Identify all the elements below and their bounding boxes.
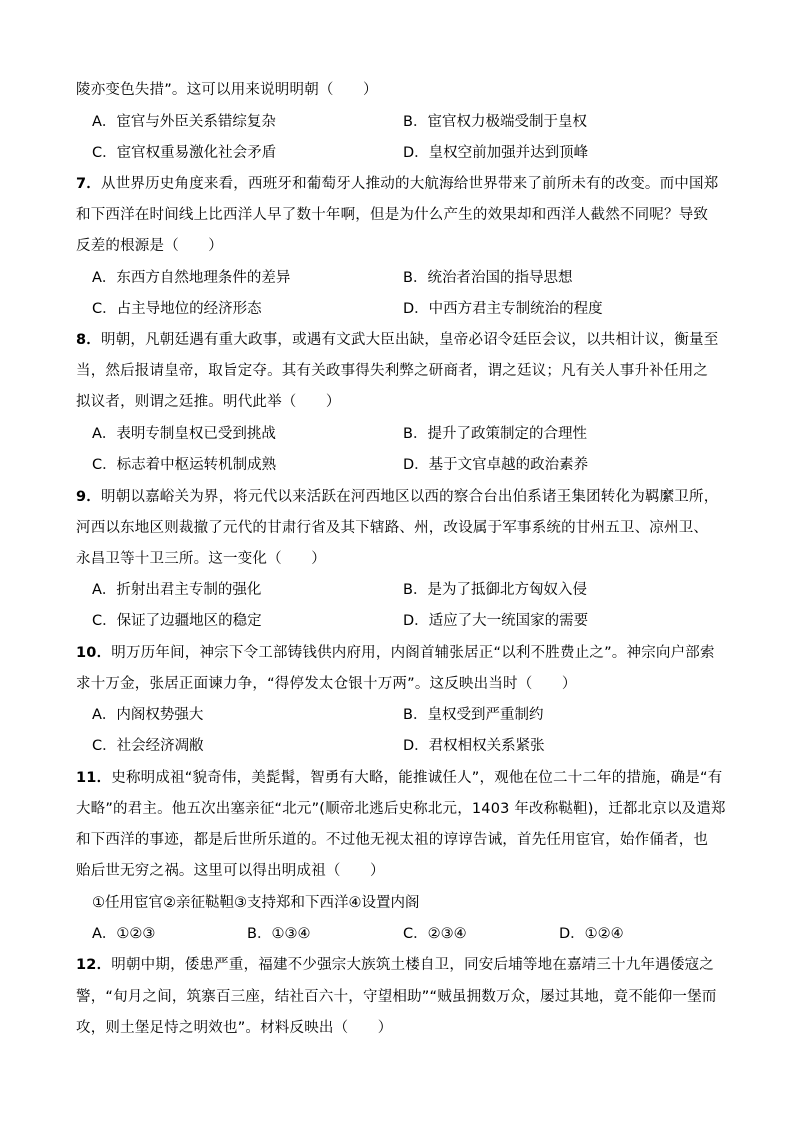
q8-number: 8． [76,332,101,348]
q7-number: 7． [76,176,101,192]
q8-option-a: A．表明专制皇权已受到挑战 [92,426,276,442]
q7-option-d: D．中西方君主专制统治的程度 [403,301,603,317]
q8-stem-line-3: 拟议者，则谓之廷推。明代此举（ ） [76,394,341,410]
q10-stem-line-2: 求十万金，张居正面谏力争，“得停发太仓银十万两”。这反映出当时（ ） [76,676,577,692]
q10-option-b: B．皇权受到严重制约 [403,707,544,723]
q11-option-b: B．①③④ [247,926,311,942]
q9-number: 9． [76,489,101,505]
q10-number: 10． [76,645,112,661]
q11-number: 11． [76,770,112,786]
q6-option-a: A．宦官与外臣关系错综复杂 [92,114,276,130]
q11-option-c: C．②③④ [403,926,467,942]
q8-stem-line-1: 8．明朝，凡朝廷遇有重大政事，或遇有文武大臣出缺，皇帝必诏令廷臣会议，以共相计议，衡量至 [76,332,719,348]
q12-stem-line-2: 警，“旬月之间，筑寨百三座，结社百六十，守望相助”“贼虽拥数万众，屡过其地，竟不能仰一堡而 [76,989,717,1005]
q7-option-b: B．统治者治国的指导思想 [403,270,573,286]
q6-option-d: D．皇权空前加强并达到顶峰 [403,145,589,161]
q7-stem-line-3: 反差的根源是（ ） [76,238,223,254]
q6-option-c: C．宦官权重易激化社会矛盾 [92,145,277,161]
q9-option-b: B．是为了抵御北方匈奴入侵 [403,582,587,598]
q7-stem-line-2: 和下西洋在时间线上比西洋人早了数十年啊，但是为什么产生的效果却和西洋人截然不同呢？导致 [76,207,709,223]
q11-stem-line-2: 大略”的君主。他五次出塞亲征“北元”(顺帝北逃后史称北元，1403 年改称鞑靼)，迁都北京以及遣郑 [76,801,726,817]
q11-option-d: D．①②④ [559,926,624,942]
q10-stem-line-1: 10．明万历年间，神宗下令工部铸钱供内府用，内阁首辅张居正“以利不胜费止之”。神宗向户部索 [76,645,715,661]
q10-option-d: D．君权相权关系紧张 [403,738,545,754]
q11-option-a: A．①②③ [92,926,156,942]
q9-option-d: D．适应了大一统国家的需要 [403,613,589,629]
q11-stem-line-4: 贻后世无穷之祸。这里可以得出明成祖（ ） [76,863,385,879]
q7-stem-line-1: 7．从世界历史角度来看，西班牙和葡萄牙人推动的大航海给世界带来了前所未有的改变。而中国郑 [76,176,719,192]
q7-option-c: C．占主导地位的经济形态 [92,301,262,317]
q9-stem-line-1: 9．明朝以嘉峪关为界，将元代以来活跃在河西地区以西的察合台出伯系诸王集团转化为羁縻卫所， [76,489,719,505]
q10-option-c: C．社会经济凋敝 [92,738,204,754]
q11-stem-line-1: 11．史称明成祖“貌奇伟，美髭髯，智勇有大略，能推诚任人”，观他在位二十二年的措施，确是“有 [76,770,723,786]
q8-option-b: B．提升了政策制定的合理性 [403,426,587,442]
q7-option-a: A．东西方自然地理条件的差异 [92,270,291,286]
q11-statements: ①任用宦官②亲征鞑靼③支持郑和下西洋④设置内阁 [92,895,420,911]
q6-stem-end: 陵亦变色失措”。这可以用来说明明朝（ ） [76,82,378,98]
q9-stem-line-2: 河西以东地区则裁撤了元代的甘肃行省及其下辖路、州，改设属于军事系统的甘州五卫、凉州卫、 [76,520,709,536]
q12-stem-line-1: 12．明朝中期，倭患严重，福建不少强宗大族筑土楼自卫，同安后埔等地在嘉靖三十九年遇倭寇之 [76,957,714,973]
q8-option-c: C．标志着中枢运转机制成熟 [92,457,277,473]
q12-stem-line-3: 攻，则土堡足恃之明效也”。材料反映出（ ） [76,1020,393,1036]
q12-number: 12． [76,957,112,973]
q9-option-a: A．折射出君主专制的强化 [92,582,262,598]
q6-option-b: B．宦官权力极端受制于皇权 [403,114,587,130]
q9-option-c: C．保证了边疆地区的稳定 [92,613,262,629]
q11-stem-line-3: 和下西洋的事迹，都是后世所乐道的。不过他无视太祖的谆谆告诫，首先任用宦官，始作俑者，也 [76,832,709,848]
q8-stem-line-2: 当，然后报请皇帝，取旨定夺。其有关政事得失利弊之研商者，谓之廷议；凡有关人事升补任用之 [76,363,709,379]
q8-option-d: D．基于文官卓越的政治素养 [403,457,589,473]
q10-option-a: A．内阁权势强大 [92,707,204,723]
q9-stem-line-3: 永昌卫等十卫三所。这一变化（ ） [76,551,326,567]
